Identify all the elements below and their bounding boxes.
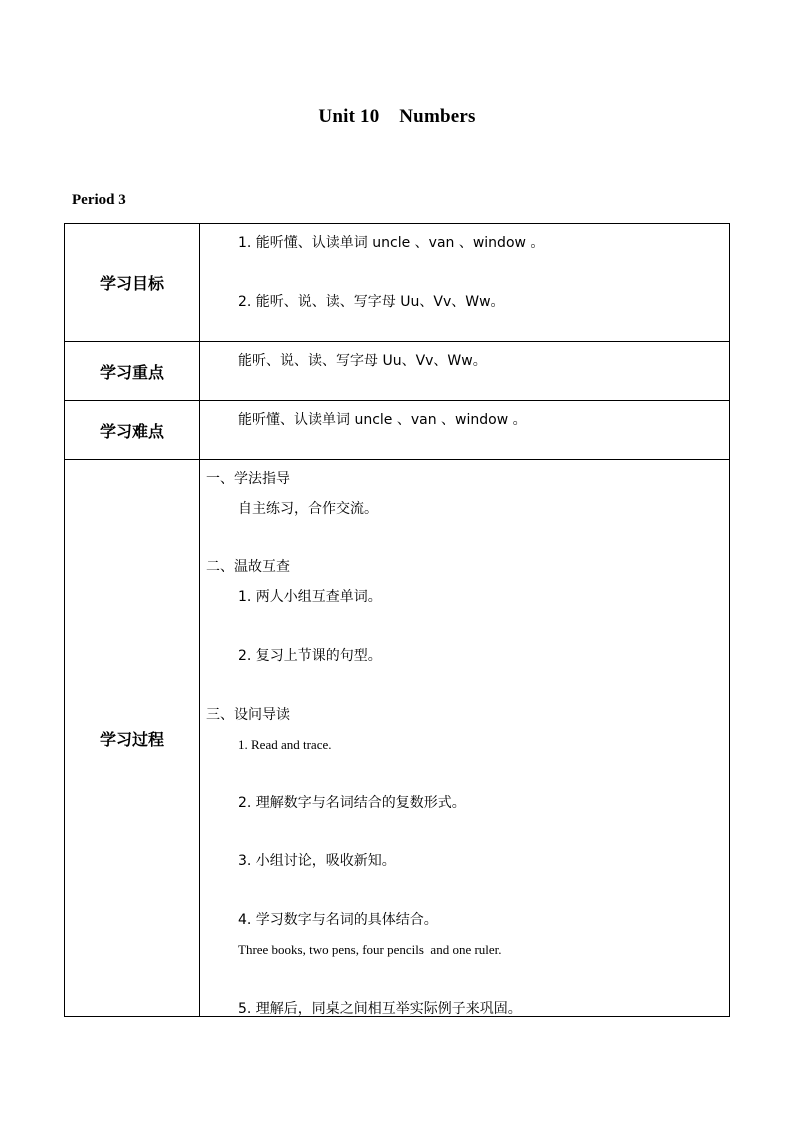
row-label-key-points: 学习重点 (65, 342, 200, 401)
process-line: 3. 小组讨论，吸收新知。 (238, 853, 396, 869)
process-line: 自主练习，合作交流。 (238, 501, 378, 517)
document-title: Unit 10 Numbers (318, 106, 476, 127)
table-row (65, 401, 730, 460)
period-heading: Period 3 (72, 192, 126, 208)
goal-line-1: 1. 能听懂、认读单词 uncle 、van 、window 。 (238, 235, 545, 251)
row-content-difficulties (200, 401, 730, 460)
section-heading-method: 一、学法指导 (206, 471, 290, 487)
row-label-difficulties: 学习难点 (65, 401, 200, 460)
example-sentence: Three books, two pens, four pencils and one ruler. (238, 942, 502, 957)
section-heading-guided-reading: 三、设问导读 (206, 707, 290, 723)
process-line: 2. 理解数字与名词结合的复数形式。 (238, 795, 466, 811)
goal-line-2: 2. 能听、说、读、写字母 Uu、Vv、Ww。 (238, 294, 505, 310)
row-content-process (200, 460, 730, 1017)
difficulty-line: 能听懂、认读单词 uncle 、van 、window 。 (238, 412, 527, 428)
process-line: 4. 学习数字与名词的具体结合。 (238, 912, 438, 928)
table-row (65, 342, 730, 401)
table-row (65, 224, 730, 342)
process-line: 1. 两人小组互查单词。 (238, 589, 382, 605)
row-label-process: 学习过程 (65, 460, 200, 1017)
process-line: 1. Read and trace. (238, 737, 332, 752)
process-line: 2. 复习上节课的句型。 (238, 648, 382, 664)
row-content-key-points (200, 342, 730, 401)
row-content-goals (200, 224, 730, 342)
process-line: 5. 理解后，同桌之间相互举实际例子来巩固。 (238, 1001, 522, 1017)
row-label-goals: 学习目标 (65, 224, 200, 342)
section-heading-review: 二、温故互查 (206, 559, 290, 575)
key-point-line: 能听、说、读、写字母 Uu、Vv、Ww。 (238, 353, 487, 369)
lesson-plan-table (64, 223, 730, 1017)
table-row (65, 460, 730, 1017)
